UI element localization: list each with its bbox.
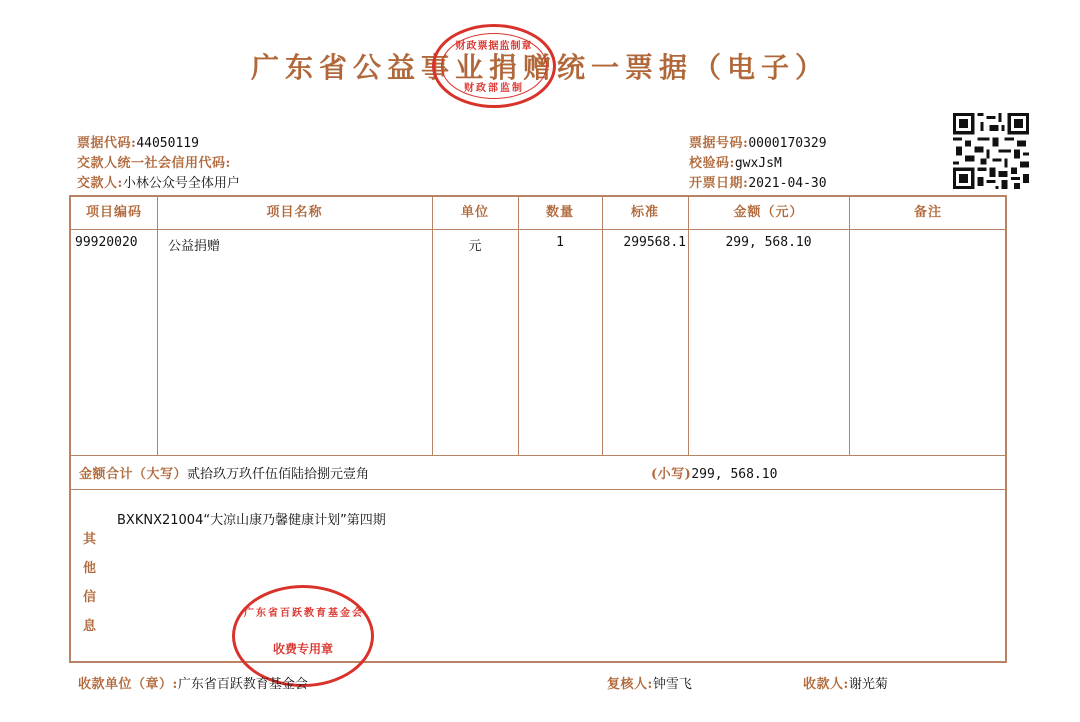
col-header-code: 项目编码 (85, 205, 142, 220)
number-line (689, 132, 827, 151)
collector-label: 收款人: (803, 677, 849, 692)
col-header-standard: 标准 (630, 205, 659, 220)
total-lower (651, 463, 777, 482)
date-value: 2021-04-30 (748, 176, 827, 191)
finance-seal-outer-text: 财政票据监制章 (455, 41, 533, 52)
check-label: 校验码: (689, 156, 735, 171)
fee-seal (232, 585, 374, 687)
payer-label: 交款人: (77, 176, 123, 191)
cell-code: 99920020 (75, 235, 138, 250)
fee-seal-center-text: 收费专用章 (272, 642, 333, 656)
cell-qty: 1 (556, 235, 564, 250)
number-value: 0000170329 (748, 136, 827, 151)
collector-value: 谢光菊 (848, 677, 888, 692)
collector-line (803, 673, 888, 692)
fee-seal-ring-text: 广东省百跃教育基金会 (244, 608, 364, 619)
payer-credit-line (77, 152, 231, 171)
col-header-note: 备注 (913, 205, 942, 220)
qr-code (953, 113, 1029, 189)
receiver-unit-line (78, 673, 308, 692)
col-header-name: 项目名称 (266, 205, 323, 220)
finance-seal (432, 24, 556, 108)
receiver-unit-value: 广东省百跃教育基金会 (177, 677, 308, 692)
check-line (689, 152, 782, 171)
other-info-text: BXKNX21004“大凉山康乃馨健康计划”第四期 (117, 513, 386, 528)
document-title: 广东省公益事业捐赠统一票据（电子） (250, 51, 829, 84)
payer-line (77, 172, 240, 191)
col-header-unit: 单位 (460, 205, 489, 220)
receipt-table (69, 195, 1007, 663)
col-header-amount: 金额（元） (733, 205, 804, 220)
other-info-label: 其 他 信 息 (83, 532, 97, 634)
payer-value: 小林公众号全体用户 (122, 176, 240, 191)
total-upper (79, 463, 369, 482)
total-small-label: (小写) (651, 467, 692, 482)
number-label: 票据号码: (689, 136, 749, 151)
col-header-qty: 数量 (545, 205, 574, 220)
code-label: 票据代码: (77, 136, 137, 151)
reviewer-label: 复核人: (607, 677, 653, 692)
code-line (77, 132, 199, 151)
cell-unit: 元 (468, 239, 482, 254)
finance-seal-inner-text: 财政部监制 (464, 83, 524, 94)
cell-standard: 299568.1 (623, 235, 686, 250)
date-line (689, 172, 827, 191)
payer-credit-label: 交款人统一社会信用代码: (77, 156, 231, 171)
reviewer-value: 钟雪飞 (652, 677, 692, 692)
total-small-value: 299, 568.10 (691, 467, 778, 482)
check-value: gwxJsM (734, 156, 782, 171)
reviewer-line (607, 673, 692, 692)
code-value: 44050119 (136, 136, 199, 151)
date-label: 开票日期: (689, 176, 749, 191)
cell-name: 公益捐赠 (168, 239, 221, 254)
total-upper-value: 贰拾玖万玖仟伍佰陆拾捌元壹角 (187, 467, 370, 482)
total-label: 金额合计（大写） (79, 467, 188, 482)
receiver-unit-label: 收款单位（章）: (78, 677, 178, 692)
cell-amount: 299, 568.10 (725, 235, 812, 250)
